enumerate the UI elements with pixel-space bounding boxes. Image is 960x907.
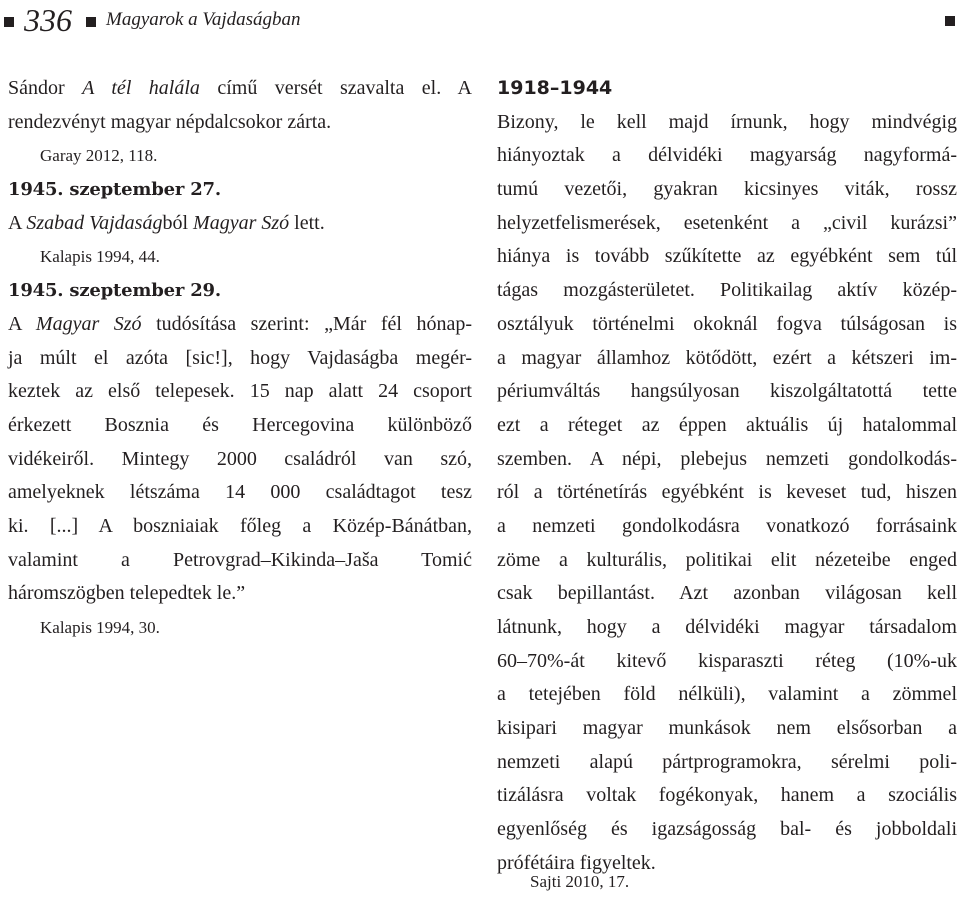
paragraph-line: helyzetfelismerések, esetenként a „civil kurázsi” [497,211,957,234]
paragraph-line: tágas mozgásterületet. Politikailag aktív közép- [497,279,957,302]
entry-date: 1945. szeptember 29. [8,280,221,302]
paragraph-line: rendezvényt magyar népdalcsokor zárta. [8,110,332,133]
paragraph-line: 60–70%-át kitevő kisparaszti réteg (10%-uk [497,649,957,672]
paragraph-line: a nemzeti gondolkodásra vonatkozó forrásaink [497,514,957,537]
paragraph-line: A Szabad Vajdaságból Magyar Szó lett. [8,211,325,234]
page-number: 336 [24,2,72,38]
paragraph-line: osztályuk történelmi okoknál fogva túlságosan is [497,312,957,335]
paragraph-line: hiányoztak a délvidéki magyarság nagyformá- [497,144,957,167]
paragraph-line: tizálásra voltak fogékonyak, hanem a szociális [497,784,957,807]
paragraph-line: keztek az első telepesek. 15 nap alatt 24 csoport [8,380,472,403]
paragraph-line: ezt a réteget az éppen aktuális új hatalommal [497,413,957,436]
paragraph-line: ja múlt el azóta [sic!], hogy Vajdaságba megér- [8,346,472,369]
bullet-square-icon [4,17,14,27]
entry-date: 1945. szeptember 27. [8,179,221,201]
paragraph-line: egyenlőség és igazságosság bal- és jobboldali [497,818,957,841]
source-citation: Garay 2012, 118. [40,146,158,166]
running-title: Magyarok a Vajdaságban [106,9,301,30]
bullet-square-icon [86,17,96,27]
paragraph-line: látnunk, hogy a délvidéki magyar társadalom [497,616,957,638]
paragraph-line: a magyar államhoz kötődött, ezért a kétszeri im- [497,346,957,369]
paragraph-line: kisipari magyar munkások nem elsősorban a [497,717,957,740]
paragraph-line: érkezett Bosznia és Hercegovina különböző [8,413,472,436]
source-citation: Kalapis 1994, 44. [40,247,160,267]
paragraph-line: csak bepillantást. Azt azonban világosan kell [497,582,957,605]
paragraph-line: Bizony, le kell majd írnunk, hogy mindvégig [497,110,957,133]
running-header [4,2,301,38]
right-column [497,72,957,881]
paragraph-line: szemben. A népi, plebejus nemzeti gondolkodás- [497,447,957,470]
paragraph-line: prófétáira figyeltek. [497,851,656,874]
paragraph-line: hiánya is tovább szűkítette az egyébként sem túl [497,245,957,268]
paragraph-line: Sándor A tél halála című versét szavalta el. A [8,77,472,99]
paragraph-line: tumú vezetői, gyakran kicsinyes viták, rossz [497,178,957,201]
source-citation: Kalapis 1994, 30. [40,618,160,637]
paragraph-line: périumváltás hangsúlyosan kiszolgáltatottá tette [497,380,957,403]
paragraph-line: valamint a Petrovgrad–Kikinda–Jaša Tomić [8,548,472,571]
paragraph-line: ról a történetírás egyébként is keveset tud, hiszen [497,481,957,504]
paragraph-line: ki. [...] A boszniaiak főleg a Közép-Bánátban, [8,514,472,537]
paragraph-line: amelyeknek létszáma 14 000 családtagot tesz [8,481,472,504]
paragraph-line: háromszögben telepedtek le.” [8,582,246,605]
source-citation: Sajti 2010, 17. [530,872,630,891]
paragraph-line: vidékeiről. Mintegy 2000 családról van szó, [8,447,472,470]
left-column [8,72,472,645]
paragraph-line: nemzeti alapú pártprogramokra, sérelmi poli- [497,750,957,773]
paragraph-line: zöme a kulturális, politikai elit nézeteibe enged [497,548,957,571]
bullet-square-icon [945,16,955,26]
paragraph-line: A Magyar Szó tudósítása szerint: „Már fél hónap- [8,312,473,335]
section-title: 1918–1944 [497,77,613,99]
paragraph-line: a tetejében föld nélküli), valamint a zömmel [497,683,957,706]
